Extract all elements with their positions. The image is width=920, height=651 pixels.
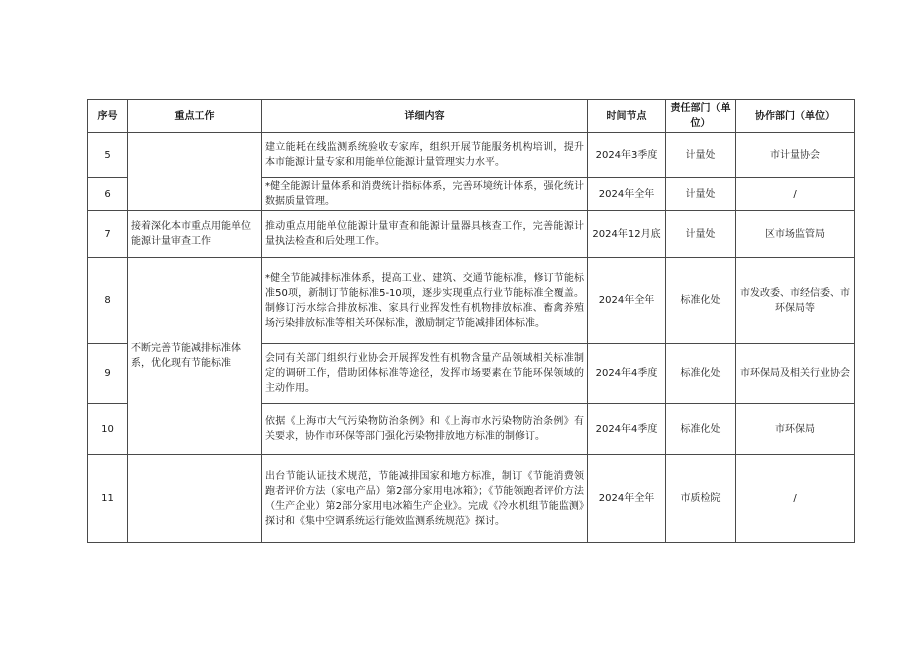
time-cell: 2024年12月底 — [588, 211, 666, 258]
key-work-cell: 接着深化本市重点用能单位能源计量审查工作 — [128, 211, 262, 258]
assist-dept-cell: 市环保局 — [736, 404, 855, 455]
detail-cell: 依据《上海市大气污染物防治条例》和《上海市水污染物防治条例》有关要求，协作市环保等部门强化污染物排放地方标准的制修订。 — [262, 404, 588, 455]
header-time: 时间节点 — [588, 100, 666, 133]
detail-cell: 出台节能认证技术规范，节能减排国家和地方标准，制订《节能消费领跑者评价方法（家电产品）第2部分家用电冰箱》；《节能领跑者评价方法（生产企业）第2部分家用电冰箱生产企业》。完成《冷水机组节能监测》探讨和《集中空调系统运行能效监测系统规范》探讨。 — [262, 455, 588, 543]
key-work-cell — [128, 455, 262, 543]
table-row — [88, 133, 855, 178]
table-row — [88, 211, 855, 258]
assist-dept-cell: 区市场监管局 — [736, 211, 855, 258]
assist-dept-cell: 市环保局及相关行业协会 — [736, 344, 855, 404]
header-lead-dept: 责任部门（单位） — [666, 100, 736, 133]
row-number: 5 — [88, 133, 128, 178]
time-cell: 2024年3季度 — [588, 133, 666, 178]
key-work-cell: 不断完善节能减排标准体系，优化现有节能标准 — [128, 258, 262, 455]
row-number: 7 — [88, 211, 128, 258]
detail-cell: 建立能耗在线监测系统验收专家库，组织开展节能服务机构培训，提升本市能源计量专家和用能单位能源计量管理实力水平。 — [262, 133, 588, 178]
lead-dept-cell: 市质检院 — [666, 455, 736, 543]
row-number: 8 — [88, 258, 128, 344]
header-row — [88, 100, 855, 133]
lead-dept-cell: 标准化处 — [666, 404, 736, 455]
header-detail: 详细内容 — [262, 100, 588, 133]
lead-dept-cell: 标准化处 — [666, 258, 736, 344]
time-cell: 2024年4季度 — [588, 344, 666, 404]
detail-cell: *健全节能减排标准体系，提高工业、建筑、交通节能标准，修订节能标准50项，新制订节能标准5-10项，逐步实现重点行业节能标准全覆盖。制修订污水综合排放标准、家具行业挥发性有机物排放标准、畜禽养殖场污染排放标准等相关环保标准，激励制定节能减排团体标准。 — [262, 258, 588, 344]
row-number: 11 — [88, 455, 128, 543]
header-no: 序号 — [88, 100, 128, 133]
work-plan-table — [87, 99, 855, 543]
detail-cell: 推动重点用能单位能源计量审查和能源计量器具核查工作，完善能源计量执法检查和后处理工作。 — [262, 211, 588, 258]
assist-dept-cell: 市计量协会 — [736, 133, 855, 178]
row-number: 6 — [88, 178, 128, 211]
lead-dept-cell: 计量处 — [666, 211, 736, 258]
assist-dept-cell: / — [736, 178, 855, 211]
time-cell: 2024年全年 — [588, 455, 666, 543]
assist-dept-cell: / — [736, 455, 855, 543]
time-cell: 2024年全年 — [588, 258, 666, 344]
detail-cell: 会同有关部门组织行业协会开展挥发性有机物含量产品领域相关标准制定的调研工作，借助团体标准等途径，发挥市场要素在节能环保领域的主动作用。 — [262, 344, 588, 404]
row-number: 9 — [88, 344, 128, 404]
row-number: 10 — [88, 404, 128, 455]
time-cell: 2024年4季度 — [588, 404, 666, 455]
time-cell: 2024年全年 — [588, 178, 666, 211]
assist-dept-cell: 市发改委、市经信委、市环保局等 — [736, 258, 855, 344]
table-row — [88, 258, 855, 344]
lead-dept-cell: 标准化处 — [666, 344, 736, 404]
lead-dept-cell: 计量处 — [666, 133, 736, 178]
header-work: 重点工作 — [128, 100, 262, 133]
key-work-cell — [128, 133, 262, 211]
detail-cell: *健全能源计量体系和消费统计指标体系，完善环境统计体系，强化统计数据质量管理。 — [262, 178, 588, 211]
header-assist-dept: 协作部门（单位） — [736, 100, 855, 133]
lead-dept-cell: 计量处 — [666, 178, 736, 211]
table-row — [88, 455, 855, 543]
